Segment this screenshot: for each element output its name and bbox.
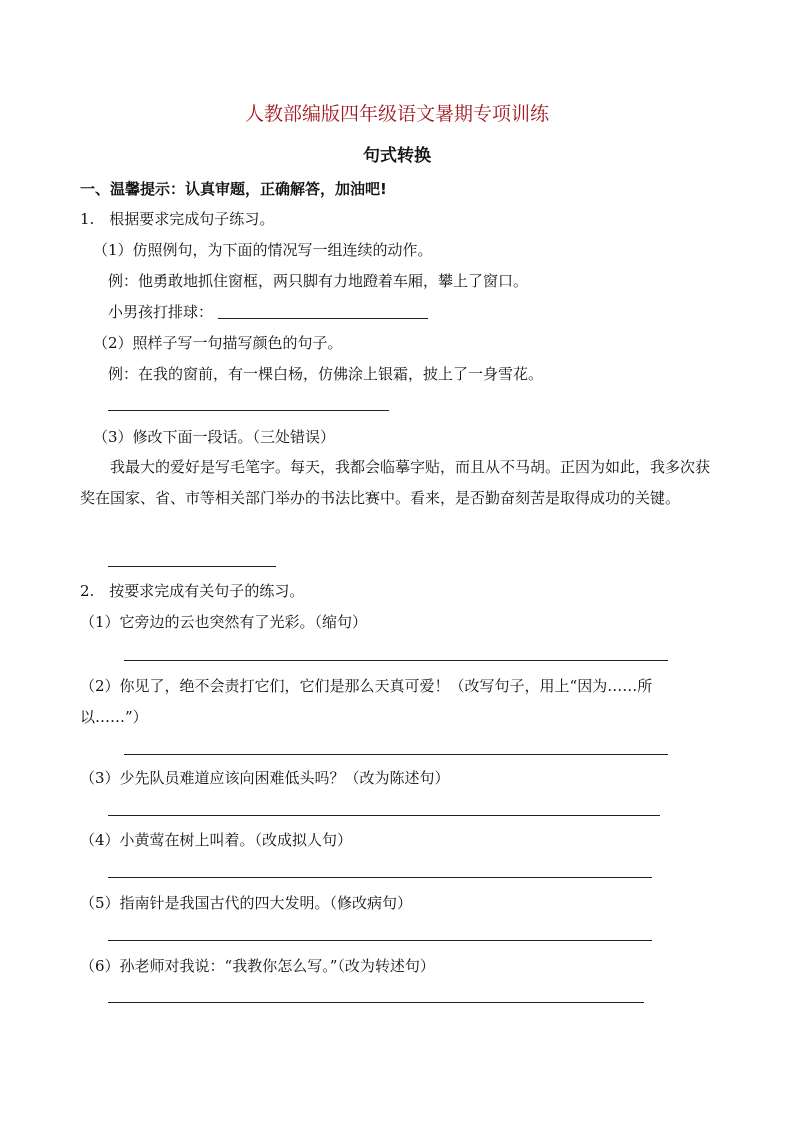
question-1-label: 1. 根据要求完成句子练习。 [80,210,275,228]
answer-line-2-2[interactable] [124,754,668,755]
answer-line-2-3[interactable] [108,815,660,816]
question-2-3: （3）少先队员难道应该向困难低头吗？（改为陈述句） [80,769,450,787]
question-1-1-label: （1）仿照例句，为下面的情况写一组连续的动作。 [93,241,433,259]
question-2-2-cont: 以……”） [80,708,148,726]
answer-line-2-6[interactable] [108,1002,644,1003]
section-title: 句式转换 [363,146,431,166]
question-2-4: （4）小黄莺在树上叫着。（改成拟人句） [80,831,353,849]
question-1-1-example: 例：他勇敢地抓住窗框，两只脚有力地蹬着车厢，攀上了窗口。 [108,272,529,290]
question-1-1-prompt: 小男孩打排球： [108,303,214,321]
section-heading: 一、温馨提示：认真审题，正确解答，加油吧! [80,180,387,198]
question-2-6: （6）孙老师对我说：“我教你怎么写。”（改为转述句） [80,957,435,975]
answer-line-1-3[interactable] [108,566,276,567]
question-1-2-example: 例：在我的窗前，有一棵白杨，仿佛涂上银霜，披上了一身雪花。 [108,365,544,383]
question-1-2-label: （2）照样子写一句描写颜色的句子。 [93,334,343,352]
question-1-3-label: （3）修改下面一段话。（三处错误） [93,428,336,446]
answer-line-2-4[interactable] [108,877,652,878]
answer-line-2-1[interactable] [124,660,668,661]
answer-line-2-5[interactable] [108,940,652,941]
question-1-3-paragraph: 我最大的爱好是写毛笔字。每天，我都会临摹字贴，而且从不马胡。正因为如此，我多次获奖在国家、省、市等相关部门举办的书法比赛中。看来，是否勤奋刻苦是取得成功的关键。 [80,458,711,507]
page-title: 人教部编版四年级语文暑期专项训练 [244,103,549,125]
answer-line-1-2[interactable] [108,410,389,411]
question-2-2: （2）你见了，绝不会责打它们，它们是那么天真可爱！（改写句子，用上“因为……所 [80,677,653,695]
question-2-5: （5）指南针是我国古代的四大发明。（修改病句） [80,894,413,912]
question-2-label: 2. 按要求完成有关句子的练习。 [80,582,305,600]
question-2-1: （1）它旁边的云也突然有了光彩。（缩句） [80,613,368,631]
answer-line-1-1[interactable] [218,318,428,319]
